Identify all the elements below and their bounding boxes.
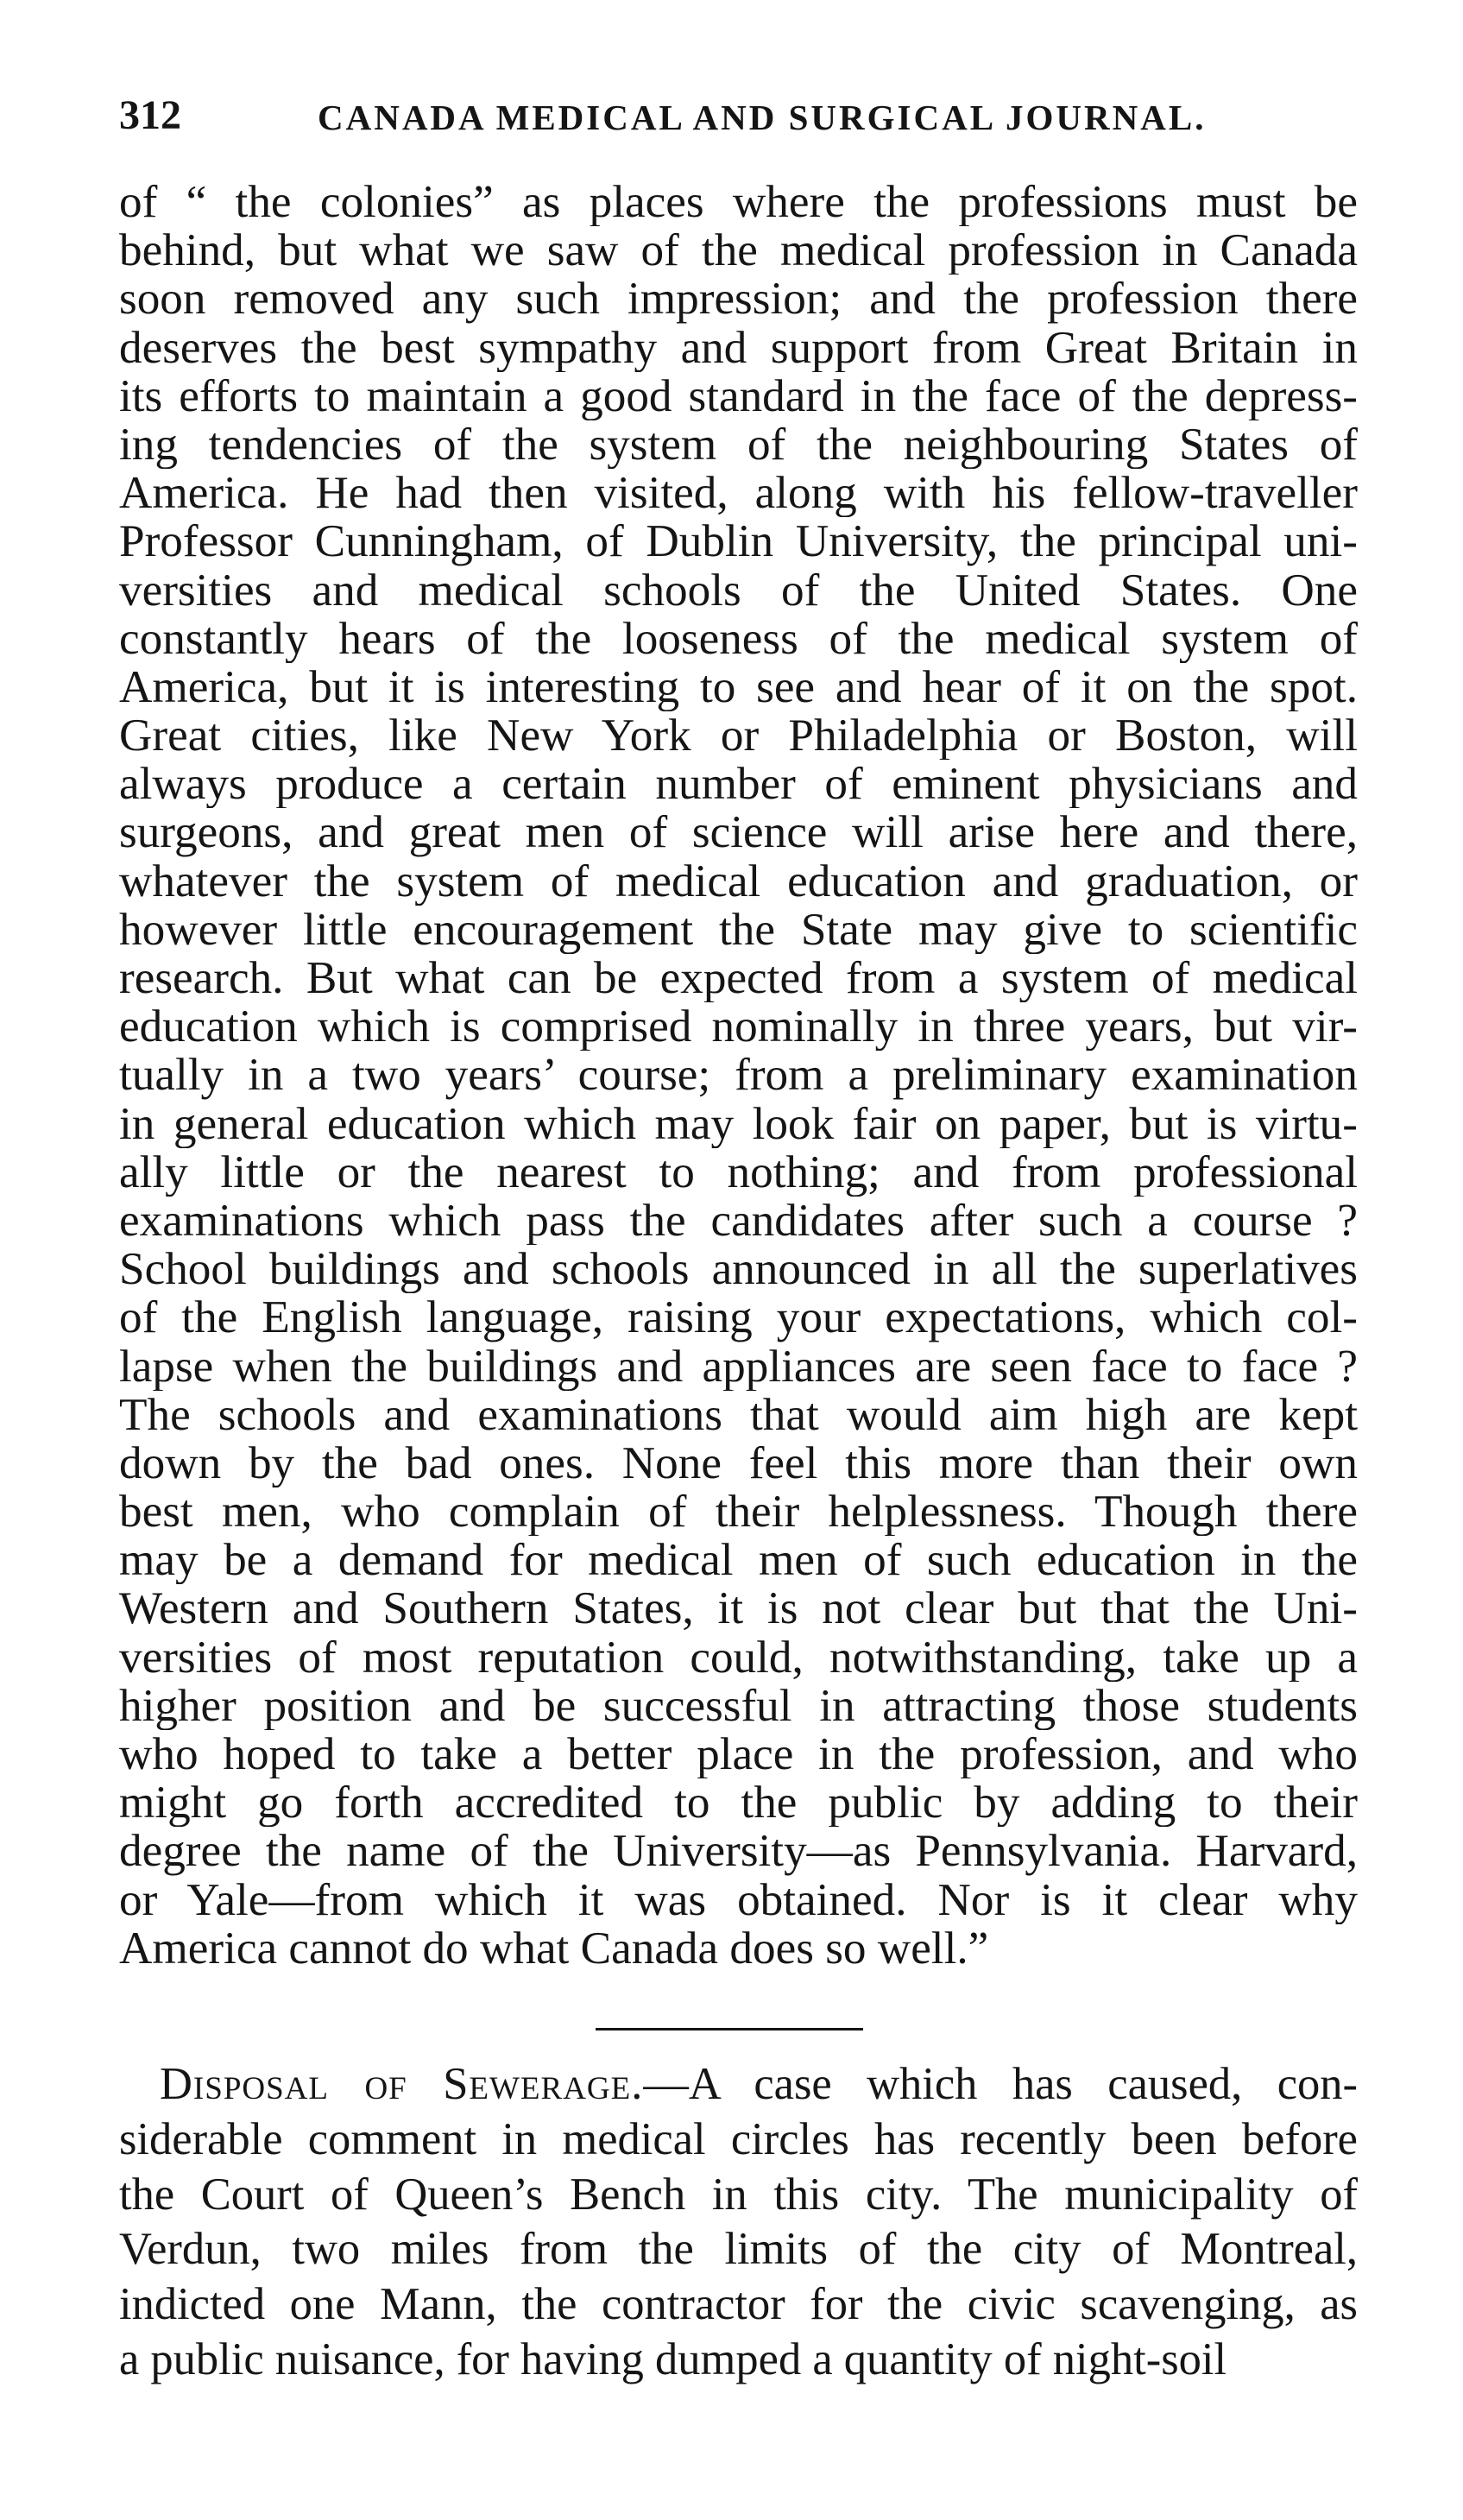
text-line: of “ the colonies” as places where the professions must be [119,178,1358,227]
text-line: deserves the best sympathy and support from Great Britain in [119,323,1358,372]
text-line: America cannot do what Canada does so well.” [119,1923,989,1973]
text-line: whatever the system of medical education and graduation, or [119,856,1358,906]
text-line: versities and medical schools of the United States. One [119,565,1358,615]
text-line: higher position and be successful in attracting those students [119,1681,1358,1730]
text-line: examinations which pass the candidates after such a course ? [119,1196,1358,1246]
text-line: ally little or the nearest to nothing; and from professional [119,1147,1358,1197]
section-first-line-text: —A case which has caused, con- [643,2059,1358,2109]
text-line: might go forth accredited to the public by adding to their [119,1778,1358,1828]
text-line: its efforts to maintain a good standard in the face of the depress- [119,371,1358,420]
text-line: The schools and examinations that would aim high are kept [119,1390,1358,1439]
text-line: siderable comment in medical circles has recently been before [119,2113,1358,2164]
text-line: best men, who complain of their helplessness. Though there [119,1487,1358,1537]
text-line: who hoped to take a better place in the profession, and who [119,1730,1358,1779]
page-header [119,90,1358,142]
sewerage-paragraph [119,2057,1358,2388]
text-line: behind, but what we saw of the medical profession in Canada [119,226,1358,275]
text-line: School buildings and schools announced in all the superlatives [119,1245,1358,1294]
text-line: of the English language, raising your expectations, which col- [119,1293,1358,1342]
text-line: constantly hears of the looseness of the medical system of [119,614,1358,663]
quoted-paragraph [119,178,1358,1973]
text-line: versities of most reputation could, notwithstanding, take up a [119,1633,1358,1682]
text-line: Western and Southern States, it is not clear but that the Uni- [119,1584,1358,1633]
text-line: America, but it is interesting to see and hear of it on the spot. [119,662,1358,712]
section-first-line [119,2057,1358,2113]
page-number: 312 [119,92,181,138]
text-line: Professor Cunningham, of Dublin University, the principal uni- [119,517,1358,566]
text-line: education which is comprised nominally in three years, but vir- [119,1002,1358,1052]
text-line: tually in a two years’ course; from a preliminary examination [119,1051,1358,1100]
text-line: always produce a certain number of eminent physicians and [119,760,1358,809]
text-line: soon removed any such impression; and the profession there [119,275,1358,324]
text-line: however little encouragement the State may give to scientific [119,905,1358,954]
section-heading: Disposal of Sewerage. [160,2059,644,2109]
text-line: the Court of Queen’s Bench in this city. The municipality of [119,2169,1358,2220]
text-line: Great cities, like New York or Philadelphia or Boston, will [119,711,1358,761]
text-line: down by the bad ones. None feel this more than their own [119,1438,1358,1488]
text-line: America. He had then visited, along with his fellow-traveller [119,469,1358,518]
text-line: indicted one Mann, the contractor for the civic scavenging, as [119,2279,1358,2330]
text-line: research. But what can be expected from a system of medical [119,954,1358,1003]
text-line: Verdun, two miles from the limits of the city of Montreal, [119,2224,1358,2275]
text-line: surgeons, and great men of science will arise here and there, [119,808,1358,857]
section-divider [596,2028,863,2031]
text-line: in general education which may look fair on paper, but is virtu- [119,1099,1358,1148]
text-line: ing tendencies of the system of the neighbouring States of [119,420,1358,470]
text-line: lapse when the buildings and appliances are seen face to face ? [119,1342,1358,1391]
text-line: degree the name of the University—as Pennsylvania. Harvard, [119,1827,1358,1876]
text-line: may be a demand for medical men of such education in the [119,1536,1358,1585]
text-line: or Yale—from which it was obtained. Nor is it clear why [119,1875,1358,1924]
running-title: CANADA MEDICAL AND SURGICAL JOURNAL. [318,98,1207,137]
text-line: a public nuisance, for having dumped a quantity of night-soil [119,2334,1227,2384]
